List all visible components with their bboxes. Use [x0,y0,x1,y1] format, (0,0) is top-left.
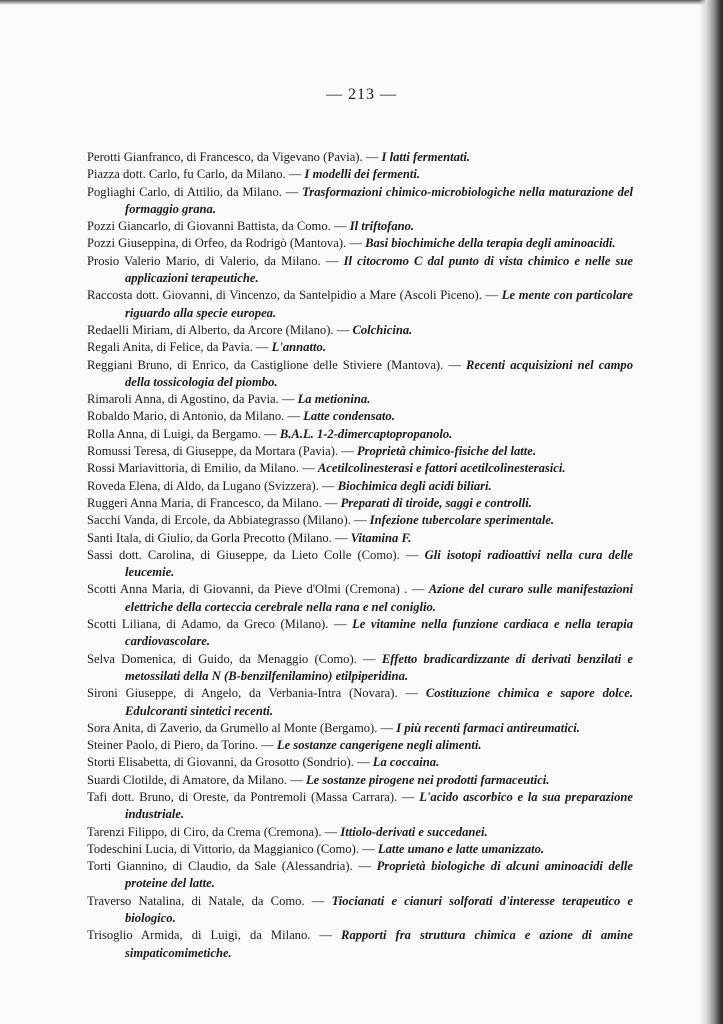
list-item [87,478,633,495]
entry-separator: — [397,686,426,701]
entry-separator: — [260,426,280,441]
entry-title: Il triftofano. [349,219,415,234]
list-item [87,789,633,824]
entry-author: Sora Anita, di Zaverio, da Grumello al Monte (Bergamo). [87,720,378,735]
entry-author: Suardi Clotilde, di Amatore, da Milano. [87,772,288,787]
scan-binding-edge [699,0,723,1024]
entry-author: Traverso Natalina, di Natale, da Como. [87,893,305,908]
entry-separator: — [321,824,341,839]
entry-title: Latte condensato. [303,409,395,424]
list-item [87,166,633,183]
entry-title: Colchicina. [352,322,413,337]
entry-title: Preparati di tiroide, saggi e controlli. [340,495,532,510]
entry-author: Pozzi Giancarlo, di Giovanni Battista, da Como. [87,219,331,234]
entry-separator: — [320,253,344,268]
entry-title: I latti fermentati. [381,150,471,164]
list-item [87,339,633,356]
list-item [87,737,633,754]
entry-title: Azione del curaro sulle manifestazioni elettriche della corteccia cerebrale nella rana e nel coniglio. [125,582,634,614]
entry-author: Perotti Gianfranco, di Francesco, da Vigevano (Pavia). [87,150,363,164]
list-item [87,581,633,616]
entry-author: Torti Giannino, di Claudio, da Sale (Alessandria). [87,859,353,874]
entry-separator: — [318,478,338,493]
entry-separator: — [278,392,298,407]
entry-title: Le vitamine nella funzione cardiaca e nella terapia cardiovascolare. [125,617,634,649]
entry-title: I modelli dei fermenti. [304,167,420,182]
entry-separator: — [377,720,397,735]
list-item [87,824,633,841]
entry-title: Le mente con particolare riguardo alla specie europea. [125,288,634,320]
entry-separator: — [304,893,332,908]
entry-separator: — [257,738,277,753]
entry-separator: — [352,859,377,874]
entry-title: Vitamina F. [350,530,412,545]
entry-author: Romussi Teresa, di Giuseppe, da Mortara (Pavia). [87,444,339,459]
entry-title: Acetilcolinesterasi e fattori acetilcolinesterasici. [317,461,566,476]
entry-separator: — [333,322,353,337]
entry-title: B.A.L. 1-2-dimercaptopropanolo. [279,426,453,441]
entry-title: Tiocianati e cianuri solforati d'interesse terapeutico e biologico. [125,893,634,926]
entry-title: Le sostanze cangerigene negli alimenti. [276,738,482,753]
entry-separator: — [285,167,305,182]
list-item [87,512,633,529]
scan-top-edge [0,0,723,5]
entry-separator: — [331,530,351,545]
entry-title: Proprietà chimico-fisiche del latte. [356,444,537,459]
list-item [87,184,633,219]
entry-separator: — [338,444,357,459]
entry-separator: — [407,582,429,597]
entry-title: Latte umano e latte umanizzato. [377,841,545,856]
entry-author: Sacchi Vanda, di Ercole, da Abbiategrasso (Milano). [87,513,351,528]
entry-separator: — [362,150,382,164]
entry-author: Scotti Liliana, di Adamo, da Greco (Milano). [87,617,329,632]
list-item [87,754,633,771]
entry-title: La metionina. [297,392,371,407]
entry-author: Trisoglio Armida, di Luigi, da Milano. [87,928,311,943]
entry-author: Pogliaghi Carlo, di Attilio, da Milano. [87,184,282,199]
entry-separator: — [350,513,370,528]
entry-author: Steiner Paolo, di Piero, da Torino. [87,738,258,753]
page-number: — 213 — [326,86,397,103]
entry-title: Le sostanze pirogene nei prodotti farmaceutici. [305,772,550,787]
list-item [87,651,633,686]
entry-author: Scotti Anna Maria, di Giovanni, da Pieve d'Olmi (Cremona) . [87,582,408,597]
entry-separator: — [281,184,303,199]
entry-title: La coccaina. [372,755,440,770]
entry-separator: — [443,357,466,372]
entry-separator: — [353,755,373,770]
list-item [87,530,633,547]
entry-title: L'annatto. [271,340,326,355]
entry-author: Santi Itala, di Giulio, da Gorla Precotto (Milano. [87,530,332,545]
entry-title: I più recenti farmaci antireumatici. [396,720,580,735]
list-item [87,685,633,720]
entry-separator: — [481,288,502,303]
entry-separator: — [356,651,382,666]
list-item [87,218,633,235]
entry-author: Sassi dott. Carolina, di Giuseppe, da Lieto Colle (Como). [87,547,400,562]
entry-title: Biochimica degli acidi biliari. [337,478,492,493]
list-item [87,322,633,339]
entry-author: Todeschini Lucia, di Vittorio, da Maggianico (Como). [87,841,359,856]
entry-author: Piazza dott. Carlo, fu Carlo, da Milano. [87,167,286,182]
entry-title: Il citocromo C dal punto di vista chimico e nelle sue applicazioni terapeutiche. [125,253,633,286]
list-item [87,287,633,322]
entry-author: Tarenzi Filippo, di Ciro, da Crema (Cremona). [87,824,322,839]
entry-author: Robaldo Mario, di Antonio, da Milano. [87,409,285,424]
entry-separator: — [310,928,342,943]
list-item [87,426,633,443]
entry-author: Sironi Giuseppe, di Angelo, da Verbania-Intra (Novara). [87,686,398,701]
entry-author: Selva Domenica, di Guido, da Menaggio (Como). [87,651,357,666]
entry-title: Basi biochimiche della terapia degli aminoacidi. [365,236,616,251]
entry-title: Infezione tubercolare sperimentale. [369,513,555,528]
list-item [87,253,633,288]
entry-separator: — [346,236,366,251]
entry-separator: — [328,617,353,632]
entry-title: L'acido ascorbico e la sua preparazione industriale. [125,789,633,822]
list-item [87,547,633,582]
entry-author: Rolla Anna, di Luigi, da Bergamo. [87,426,261,441]
list-item [87,149,633,166]
list-item [87,443,633,460]
entry-author: Raccosta dott. Giovanni, di Vincenzo, da Santelpidio a Mare (Ascoli Piceno). [87,288,482,303]
entry-author: Rimaroli Anna, di Agostino, da Pavia. [87,392,279,407]
entry-author: Roveda Elena, di Aldo, da Lugano (Svizzera). [87,478,319,493]
entry-separator: — [284,409,304,424]
list-item [87,391,633,408]
entry-author: Prosio Valerio Mario, di Valerio, da Milano. [87,253,321,268]
entry-separator: — [252,340,272,355]
entry-author: Pozzi Giuseppina, di Orfeo, da Rodrigò (Mantova). [87,236,347,251]
entry-title: Gli isotopi radioattivi nella cura delle leucemie. [125,547,634,580]
entry-title: Costituzione chimica e sapore dolce. Edulcoranti sintetici recenti. [125,686,633,718]
list-item [87,720,633,737]
entry-author: Ruggeri Anna Maria, di Francesco, da Milano. [87,495,322,510]
list-item [87,772,633,789]
list-item [87,616,633,651]
entry-separator: — [321,495,341,510]
entry-author: Storti Elisabetta, di Giovanni, da Grosotto (Sondrio). [87,755,354,770]
list-item [87,495,633,512]
list-item [87,408,633,425]
entry-title: Effetto bradicardizzante di derivati benzilati e metossilati della N (B-benzilfenilamino) etilpiperidina. [125,651,633,683]
entry-author: Redaelli Miriam, di Alberto, da Arcore (Milano). [87,322,334,337]
entry-title: Recenti acquisizioni nel campo della tossicologia del piombo. [125,357,633,389]
entry-separator: — [298,461,318,476]
list-item [87,235,633,252]
entry-title: Ittiolo-derivati e succedanei. [340,824,488,839]
entry-separator: — [397,789,420,804]
entry-author: Regali Anita, di Felice, da Pavia. [87,340,253,355]
entry-title: Proprietà biologiche di alcuni aminoacidi delle proteine del latte. [125,859,634,891]
entry-title: Trasformazioni chimico-microbiologiche nella maturazione del formaggio grana. [125,184,633,216]
entry-author: Reggiani Bruno, di Enrico, da Castiglione delle Stiviere (Mantova). [87,357,444,372]
list-item [87,357,633,392]
list-item [87,841,633,858]
entry-title: Rapporti fra struttura chimica e azione di amine simpaticomimetiche. [125,928,634,960]
list-item [87,858,633,893]
thesis-list [87,149,633,962]
entry-separator: — [287,772,306,787]
entry-separator: — [359,841,378,856]
entry-author: Rossi Mariavittoria, di Emilio, da Milano. [87,461,299,476]
entry-separator: — [399,547,425,562]
entry-separator: — [330,219,350,234]
list-item [87,927,633,962]
entry-author: Tafi dott. Bruno, di Oreste, da Pontremoli (Massa Carrara). [87,789,398,804]
list-item [87,460,633,477]
list-item [87,893,633,928]
